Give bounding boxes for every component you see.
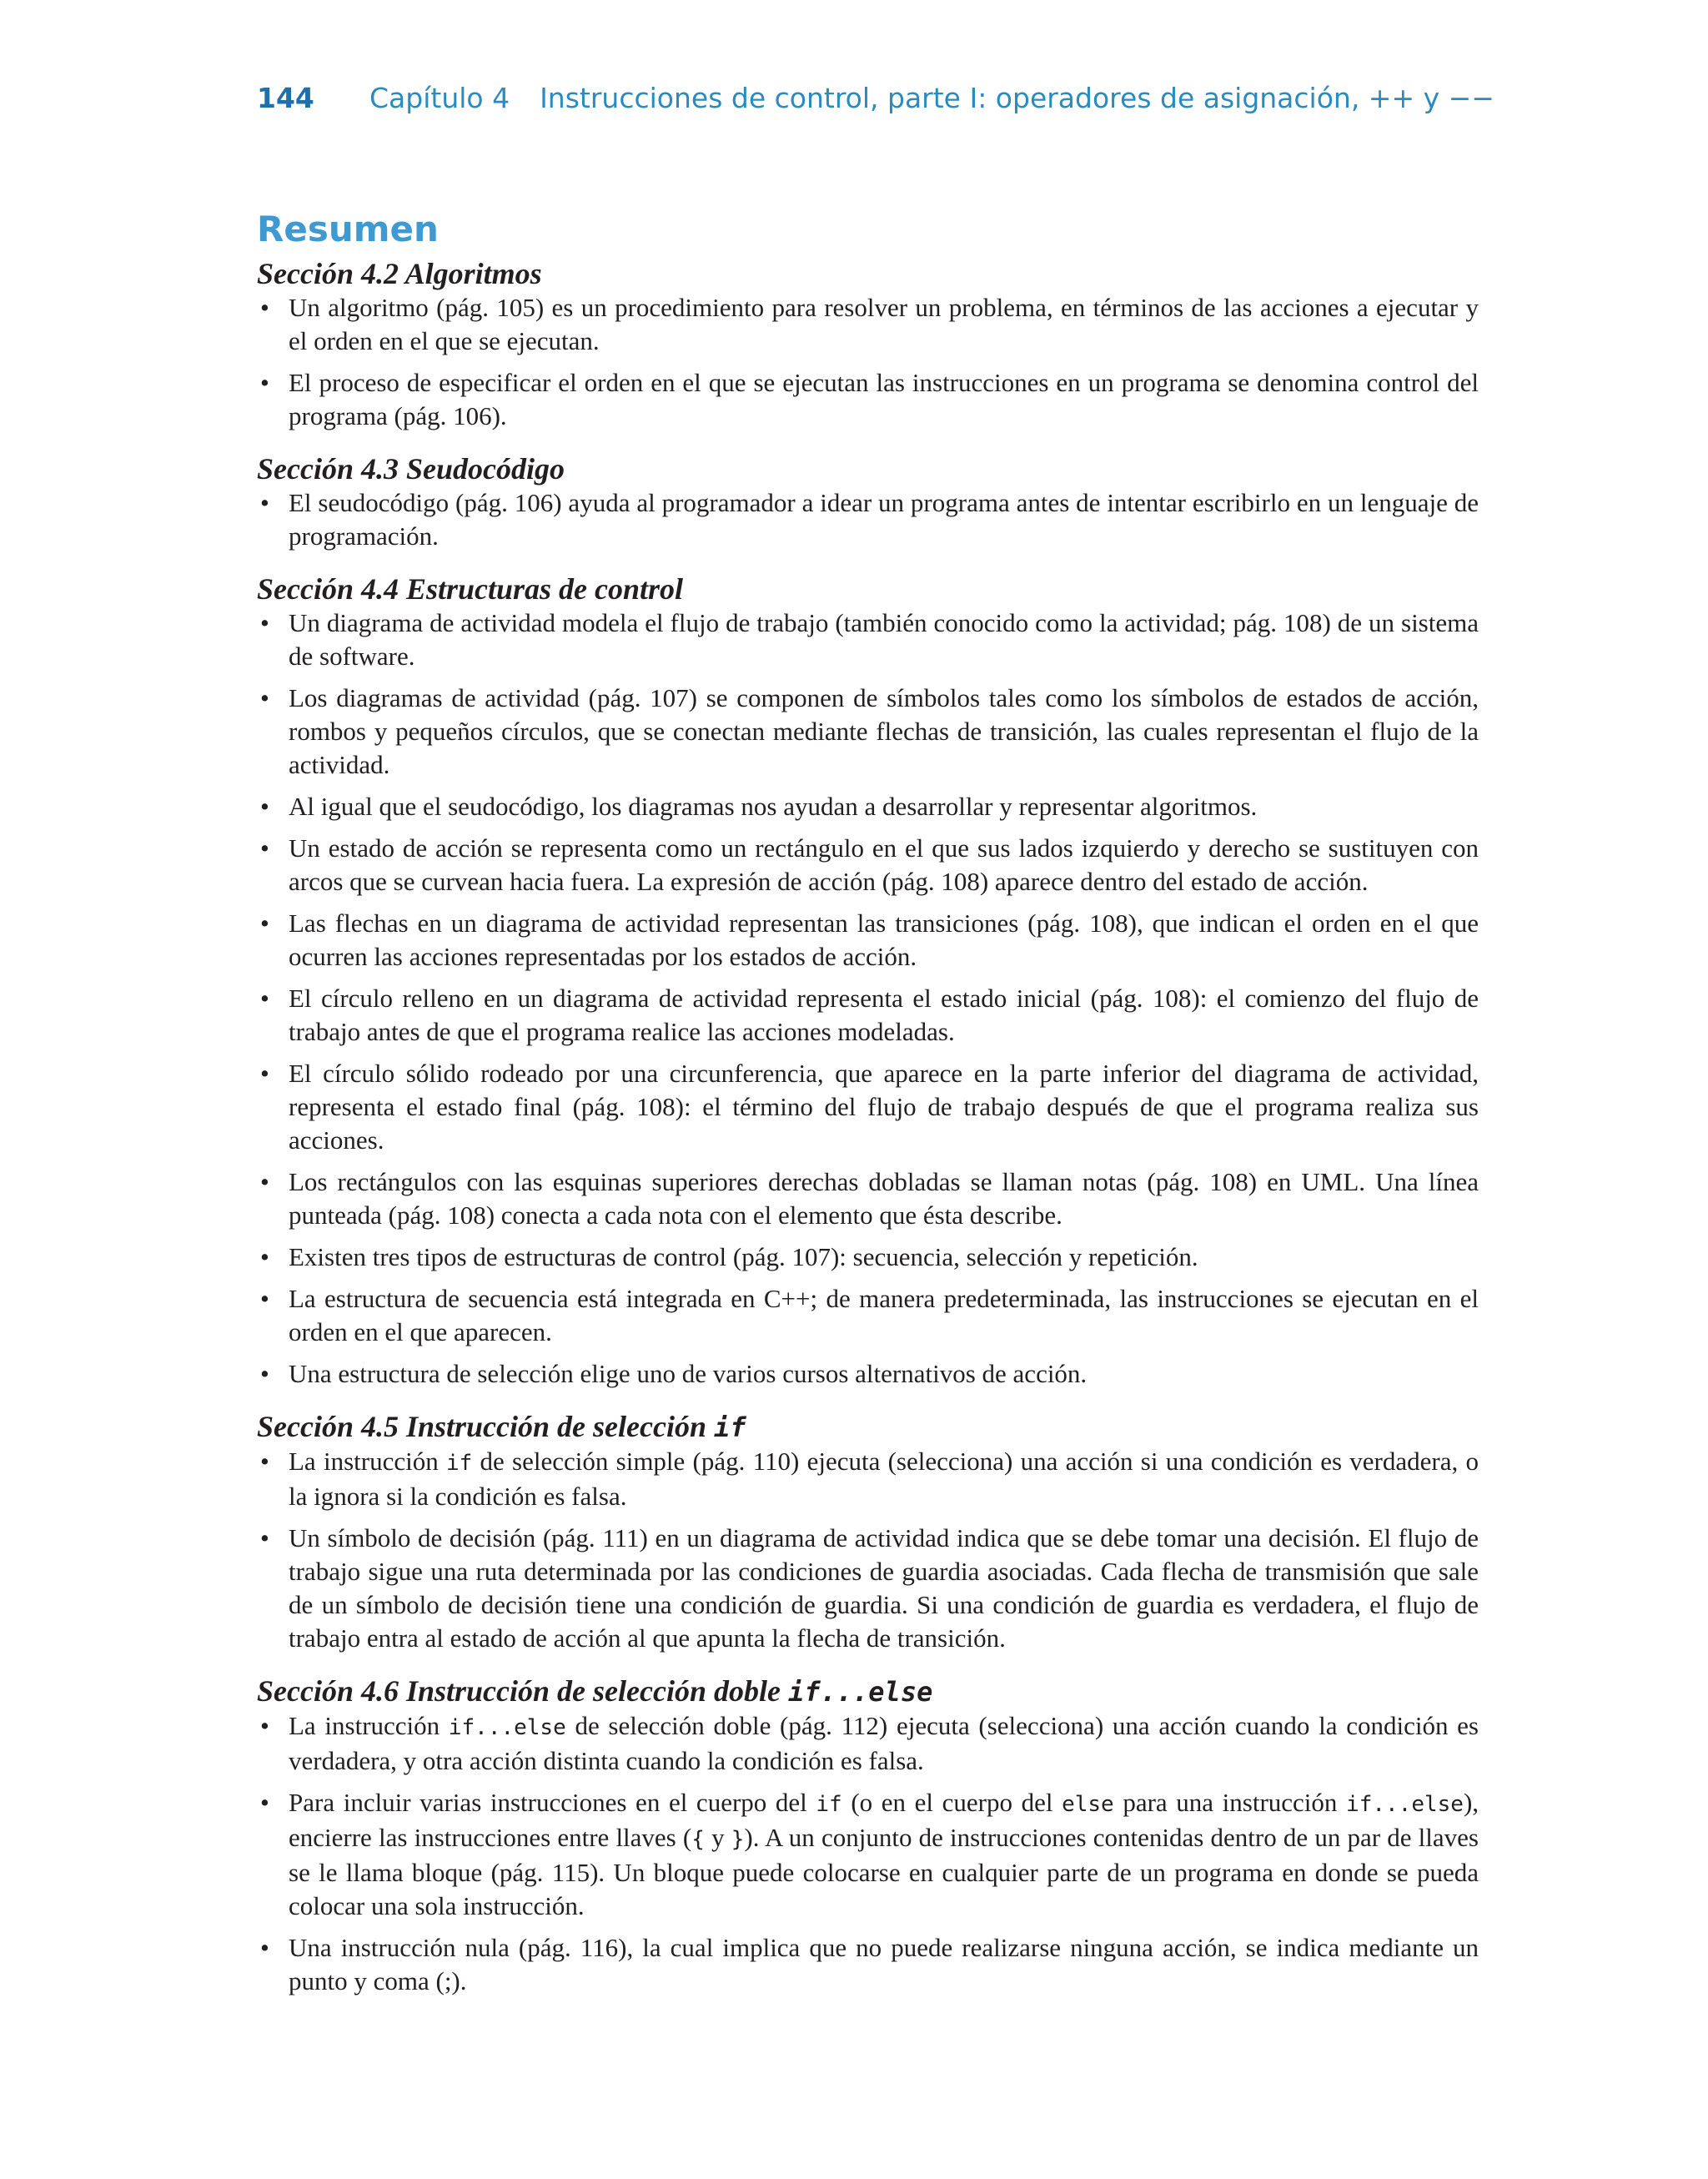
bullet-item [257,1057,1479,1157]
bullet-text: Para incluir varias instrucciones en el cuerpo del if (o en el cuerpo del else para una instrucción if...else), encierre las instrucciones entre llaves ({ y }). A un conjunto de instrucciones contenidas dentro de un par de llaves se le llama bloque (pág. 115). Un bloque puede colocarse en cualquier parte de un programa en donde se pueda colocar una sola instrucción. [289,1788,1479,1920]
bullet-icon: • [260,1242,269,1271]
section [257,256,1479,433]
section-title [257,256,1479,291]
bullet-icon: • [260,1711,269,1740]
bullet-text: El seudocódigo (pág. 106) ayuda al programador a idear un programa antes de intentar escribirlo en un lenguaje de programación. [289,488,1479,551]
section-title [257,1409,1479,1445]
bullet-item [257,907,1479,974]
section-title-code: if...else [787,1676,933,1708]
bullet-text: Una instrucción nula (pág. 116), la cual implica que no puede realizarse ninguna acción, se indica mediante un punto y coma (;). [289,1933,1479,1995]
bullet-text: Los diagramas de actividad (pág. 107) se componen de símbolos tales como los símbolos de estados de acción, rombos y pequeños círculos, que se conectan mediante flechas de transición, las cuales representan el flujo de la actividad. [289,683,1479,779]
bullet-text: Un algoritmo (pág. 105) es un procedimiento para resolver un problema, en términos de las acciones a ejecutar y el orden en el que se ejecutan. [289,293,1479,355]
bullet-item [257,1240,1479,1274]
section-title-text: Sección 4.6 Instrucción de selección doble [257,1674,781,1708]
bullet-text: La estructura de secuencia está integrada en C++; de manera predeterminada, las instrucciones se ejecutan en el orden en el que aparecen. [289,1284,1479,1346]
bullet-list [257,291,1479,433]
bullet-icon: • [260,984,269,1013]
section-title [257,1673,1479,1709]
bullet-icon: • [260,1523,269,1552]
bullet-item [257,832,1479,898]
section [257,571,1479,1391]
bullet-icon: • [260,683,269,712]
bullet-item [257,1357,1479,1391]
section-title-text: Sección 4.3 Seudocódigo [257,452,565,486]
bullet-item [257,291,1479,358]
bullet-text: El proceso de especificar el orden en el que se ejecutan las instrucciones en un programa se denomina control del programa (pág. 106). [289,368,1479,430]
bullet-icon: • [260,1059,269,1088]
chapter-title: Instrucciones de control, parte I: operadores de asignación, ++ y −− [540,82,1494,114]
bullet-item [257,1786,1479,1923]
bullet-icon: • [260,792,269,821]
summary-content [257,204,1479,2016]
bullet-icon: • [260,1284,269,1313]
section-title-text: Sección 4.5 Instrucción de selección [257,1410,706,1443]
section-title [257,571,1479,606]
bullet-text: Las flechas en un diagrama de actividad representan las transiciones (pág. 108), que indican el orden en el que ocurren las acciones representadas por los estados de acción. [289,908,1479,971]
bullet-icon: • [260,1788,269,1817]
bullet-item [257,1445,1479,1513]
bullet-icon: • [260,488,269,517]
bullet-icon: • [260,368,269,397]
bullet-item [257,1522,1479,1655]
bullet-icon: • [260,1359,269,1388]
bullet-list [257,1445,1479,1655]
bullet-text: Un estado de acción se representa como un rectángulo en el que sus lados izquierdo y derecho se sustituyen con arcos que se curvean hacia fuera. La expresión de acción (pág. 108) aparece dentro del estado de acción. [289,833,1479,896]
bullet-icon: • [260,908,269,938]
bullet-icon: • [260,1167,269,1196]
bullet-text: Al igual que el seudocódigo, los diagramas nos ayudan a desarrollar y representar algoritmos. [289,792,1258,821]
sections-container [257,256,1479,1998]
bullet-item [257,790,1479,823]
bullet-text: El círculo sólido rodeado por una circunferencia, que aparece en la parte inferior del diagrama de actividad, representa el estado final (pág. 108): el término del flujo de trabajo después de que el programa realiza sus acciones. [289,1059,1479,1155]
bullet-icon: • [260,1933,269,1962]
bullet-icon: • [260,608,269,637]
section-title-code: if [713,1412,746,1443]
bullet-item [257,982,1479,1049]
bullet-icon: • [260,1447,269,1476]
bullet-item [257,1709,1479,1778]
bullet-list [257,1709,1479,1998]
bullet-item [257,1282,1479,1349]
bullet-item [257,1165,1479,1232]
bullet-item [257,1931,1479,1998]
bullet-text: Un diagrama de actividad modela el flujo de trabajo (también conocido como la actividad; pág. 108) de un sistema de software. [289,608,1479,671]
bullet-text: La instrucción if de selección simple (pág. 110) ejecuta (selecciona) una acción si una condición es verdadera, o la ignora si la condición es falsa. [289,1447,1479,1511]
bullet-list [257,606,1479,1391]
section [257,1409,1479,1655]
bullet-item [257,682,1479,782]
bullet-item [257,606,1479,673]
section [257,451,1479,553]
section-title-text: Sección 4.2 Algoritmos [257,257,542,290]
bullet-text: La instrucción if...else de selección doble (pág. 112) ejecuta (selecciona) una acción cuando la condición es verdadera, y otra acción distinta cuando la condición es falsa. [289,1711,1479,1775]
section-title-text: Sección 4.4 Estructuras de control [257,572,684,606]
bullet-item [257,486,1479,553]
bullet-text: Un símbolo de decisión (pág. 111) en un diagrama de actividad indica que se debe tomar una decisión. El flujo de trabajo sigue una ruta determinada por las condiciones de guardia asociadas. Cada flecha de transmisión que sale de un símbolo de decisión tiene una condición de guardia. Si una condición de guardia es verdadera, el flujo de trabajo entra al estado de acción al que apunta la flecha de transición. [289,1523,1479,1653]
page-number: 144 [257,82,314,114]
bullet-item [257,366,1479,433]
section-title [257,451,1479,486]
bullet-icon: • [260,833,269,863]
bullet-text: Una estructura de selección elige uno de varios cursos alternativos de acción. [289,1359,1088,1388]
bullet-list [257,486,1479,553]
summary-title: Resumen [257,209,439,249]
bullet-text: El círculo relleno en un diagrama de actividad representa el estado inicial (pág. 108): el comienzo del flujo de trabajo antes de que el programa realice las acciones modeladas. [289,984,1479,1046]
bullet-text: Existen tres tipos de estructuras de control (pág. 107): secuencia, selección y repetición. [289,1242,1198,1271]
bullet-text: Los rectángulos con las esquinas superiores derechas dobladas se llaman notas (pág. 108) en UML. Una línea punteada (pág. 108) conecta a cada nota con el elemento que ésta describe. [289,1167,1479,1230]
bullet-icon: • [260,293,269,322]
running-header [257,79,1494,118]
chapter-label: Capítulo 4 [369,82,510,114]
section [257,1673,1479,1998]
